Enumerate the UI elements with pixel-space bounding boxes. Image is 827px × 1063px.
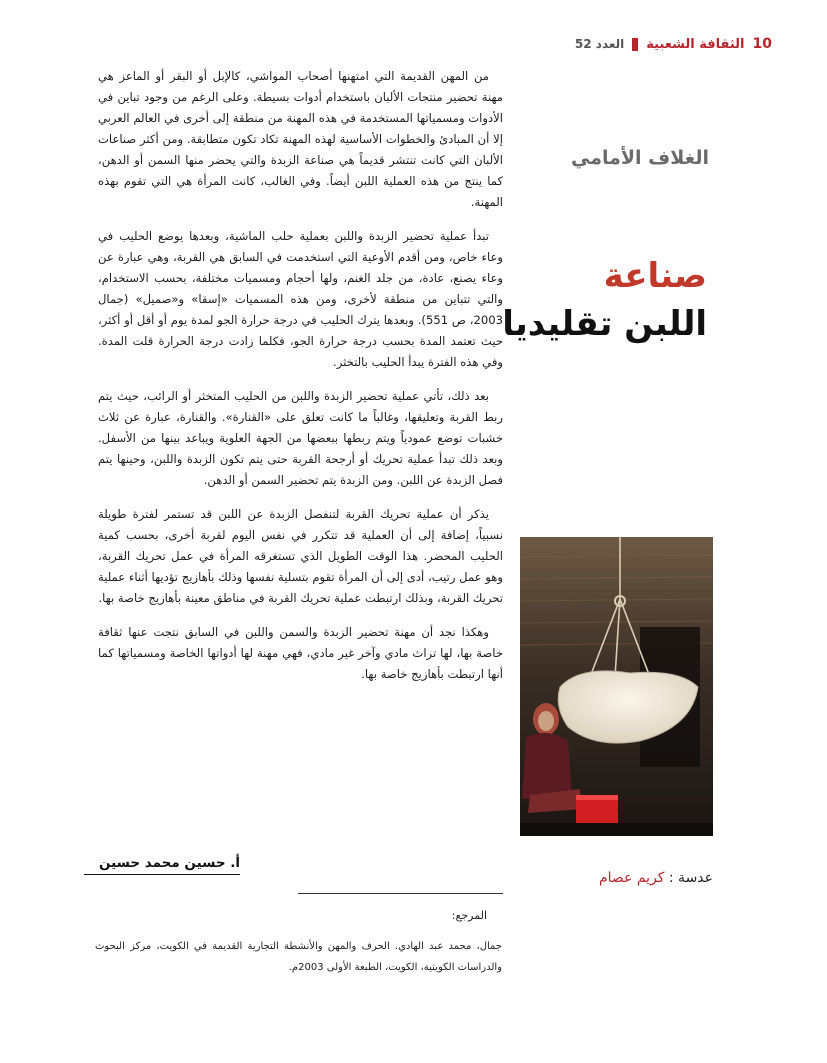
article-photo — [520, 537, 713, 836]
author-name: أ. حسين محمد حسين — [84, 855, 240, 875]
article-body — [98, 66, 503, 698]
photo-credit-prefix: عدسة : — [668, 870, 713, 886]
page-number: 10 — [752, 36, 772, 52]
article-paragraph: وهكذا نجد أن مهنة تحضير الزبدة والسمن واللبن في السابق نتجت عنها ثقافة خاصة بها، لها تراث مادي وآخر غير مادي، فهي مهنة لها أدواتها الخاصة ومسمياتها كما أنها ارتبطت بأهازيج خاصة بها. — [98, 625, 503, 681]
reference-label: المرجع: — [451, 909, 487, 922]
article-paragraph: من المهن القديمة التي امتهنها أصحاب المواشي، كالإبل أو البقر أو الماعز هي مهنة تحضير منتجات الألبان باستخدام أدوات بسيطة. وعلى الرغم من وجود تباين في الأدوات ومسمياتها المستخدمة في هذه المهنة من منطقة إلى أخرى في العالم العربي إلا أن المبادئ والخطوات الأساسية لهذه المهنة تكاد تكون متطابقة. ومن أكثر صناعات الألبان التي كانت تنتشر قديماً هي صناعة الزبدة والتي يحضر منها السمن أو الدهن، كما ينتج من هذه العملية اللبن أيضاً. وفي الغالب، كانت المرأة هي التي تقوم بهذه المهنة. — [98, 69, 503, 209]
magazine-name: الثقافة الشعبية — [646, 36, 745, 52]
article-title-line1: صناعة — [603, 256, 707, 296]
article-paragraph: يذكر أن عملية تحريك القربة لتنفصل الزبدة عن اللبن قد تستمر لفترة طويلة نسبياً، إضافة إلى أن العملية قد تتكرر في نفس اليوم لقربة أخرى، بحسب كمية الحليب المحضر. هذا الوقت الطويل الذي تستغرقه المرأة في عمل تحريك القربة، وهو عمل رتيب، أدى إلى أن المرأة تقوم بتسلية نفسها وذلك بأهازيج تؤديها أثناء عملية تحريك القربة، وبذلك ارتبطت عملية تحريك القربة في مناطق معينة بأهازيج خاصة بها. — [98, 507, 503, 605]
article-title-line2: اللبن تقليديا — [502, 304, 707, 344]
section-label: الغلاف الأمامي — [570, 147, 709, 169]
header-separator — [632, 38, 638, 51]
photo-credit — [520, 870, 713, 886]
page-header — [482, 33, 772, 55]
issue-number: العدد 52 — [574, 37, 625, 51]
article-paragraph: تبدأ عملية تحضير الزبدة واللبن بعملية حلب الماشية، وبعدها يوضع الحليب في وعاء خاص، ومن أقدم الأوعية التي استخدمت في السابق هي القربة، وهي عبارة عن وعاء يصنع، عادة، من جلد الغنم، ولها أحجام ومسميات مختلفة، بحسب الاستخدام، والتي تتباين من منطقة لأخرى، ومن هذه المسميات «إسقا» و«صميل» (جمال 2003، ص 551). وبعدها يترك الحليب في درجة حرارة الجو لمدة يوم أو أقل أو أكثر، حيث تعتمد المدة بحسب درجة حرارة الجو، فكلما زادت درجة الحرارة قلت المدة. وفي هذه الفترة يبدأ الحليب بالتخثر. — [98, 229, 503, 369]
reference-divider — [298, 893, 503, 894]
reference-text: جمال، محمد عبد الهادي. الحرف والمهن والأنشطة التجارية القديمة في الكويت، مركز البحوث والدراسات الكويتية، الكويت، الطبعة الأولى 2003م. — [95, 941, 502, 973]
photo-credit-name: كريم عصام — [598, 870, 665, 886]
article-paragraph: بعد ذلك، تأتي عملية تحضير الزبدة واللبن من الحليب المتخثر أو الرائب، حيث يتم ربط القربة وتعليقها، وغالباً ما كانت تعلق على «القنارة». والقنارة، عبارة عن ثلاث خشبات توضع عمودياً ويتم ربطها ببعضها من الجهة العلوية ويباعد بينها من الأسفل. وبعد ذلك تبدأ عملية تحريك أو أرجحة القربة حتى يتم تكون الزبدة واللبن، وحينها يتم فصل الزبدة عن اللبن. ومن الزبدة يتم تحضير السمن أو الدهن. — [98, 389, 503, 487]
